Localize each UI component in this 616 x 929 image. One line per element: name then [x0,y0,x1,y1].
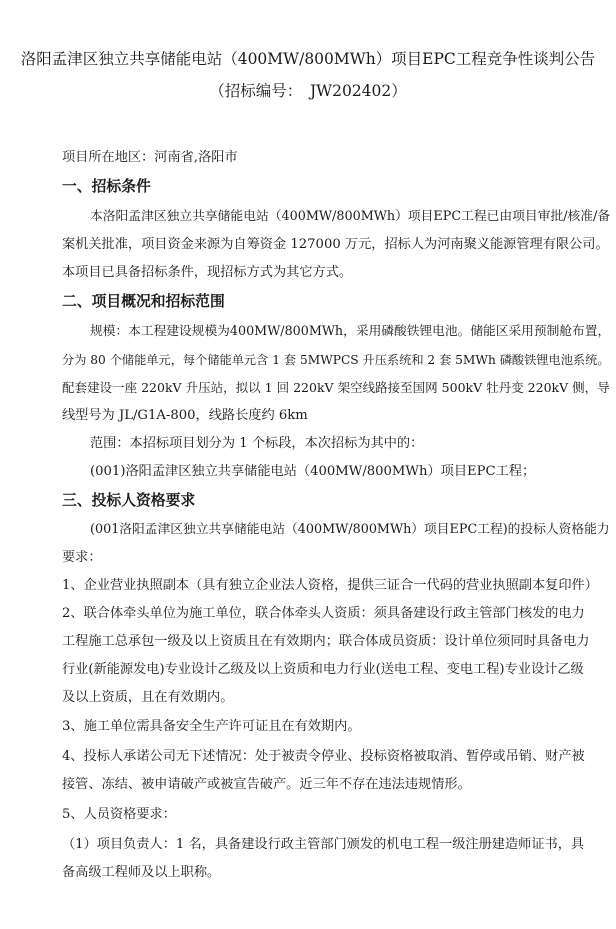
paragraph-line: 行业(新能源发电)专业设计乙级及以上资质和电力行业(送电工程、变电工程)专业设计乙级 [62,662,584,677]
lot-line: (001)洛阳孟津区独立共享储能电站（400MW/800MWh）项目EPC工程； [90,464,536,479]
paragraph-line: 分为 80 个储能单元，每个储能单元含 1 套 5MWPCS 升压系统和 2 套 5MWh 磷酸铁锂电池系统。 [62,353,610,367]
qualification-item-4: 4、投标人承诺公司无下述情况：处于被责令停业、投标资格被取消、暂停或吊销、财产被 [62,749,585,764]
section-heading-bidder-qualifications: 三、投标人资格要求 [62,492,196,509]
qualification-item-5: 5、人员资格要求： [62,807,176,822]
paragraph-line: 要求： [62,550,102,565]
qualification-item-2: 2、联合体牵头单位为施工单位，联合体牵头人资质：须具备建设行政主管部门核发的电力 [62,606,585,621]
scope-line: 范围：本招标项目划分为 1 个标段，本次招标为其中的： [90,436,424,451]
section-heading-bid-conditions: 一、招标条件 [62,178,151,195]
paragraph-line: 配套建设一座 220kV 升压站，拟以 1 回 220kV 架空线路接至国网 500kV 牡丹变 220kV 侧，导 [62,380,610,395]
paragraph-line: (001洛阳孟津区独立共享储能电站（400MW/800MWh）项目EPC工程)的投标人资格能力 [90,522,610,537]
paragraph-line: 案机关批准，项目资金来源为自筹资金 127000 万元，招标人为河南聚义能源管理有限公司。 [62,237,609,252]
document-title: 洛阳孟津区独立共享储能电站（400MW/800MWh）项目EPC工程竞争性谈判公告 [20,50,596,68]
paragraph-line: 线型号为 JL/G1A-800，线路长度约 6km [62,408,308,423]
paragraph-line: 及以上资质，且在有效期内。 [62,690,234,705]
paragraph-line: 备高级工程师及以上职称。 [62,865,221,880]
paragraph-line: 接管、冻结、被申请破产或被宣告破产。近三年不存在违法违规情形。 [62,777,471,792]
project-location: 项目所在地区：河南省,洛阳市 [62,150,238,165]
paragraph-line: 本项目已具备招标条件，现招标方式为其它方式。 [62,265,353,280]
bid-number: （招标编号： JW202402） [209,82,407,100]
paragraph-line: 本洛阳孟津区独立共享储能电站（400MW/800MWh）项目EPC工程已由项目审批/核准/备 [90,209,611,224]
paragraph-line: 工程施工总承包一级及以上资质且在有效期内；联合体成员资质：设计单位须同时具备电力 [62,634,590,649]
qualification-item-5-1: （1）项目负责人：1 名，具备建设行政主管部门颁发的机电工程一级注册建造师证书，具 [62,837,585,852]
qualification-item-3: 3、施工单位需具备安全生产许可证且在有效期内。 [62,719,361,734]
qualification-item-1: 1、企业营业执照副本（具有独立企业法人资格，提供三证合一代码的营业执照副本复印件） [62,578,598,593]
paragraph-line: 规模：本工程建设规模为400MW/800MWh，采用磷酸铁锂电池。储能区采用预制舱布置， [90,324,611,339]
section-heading-project-overview: 二、项目概况和招标范围 [62,293,225,310]
